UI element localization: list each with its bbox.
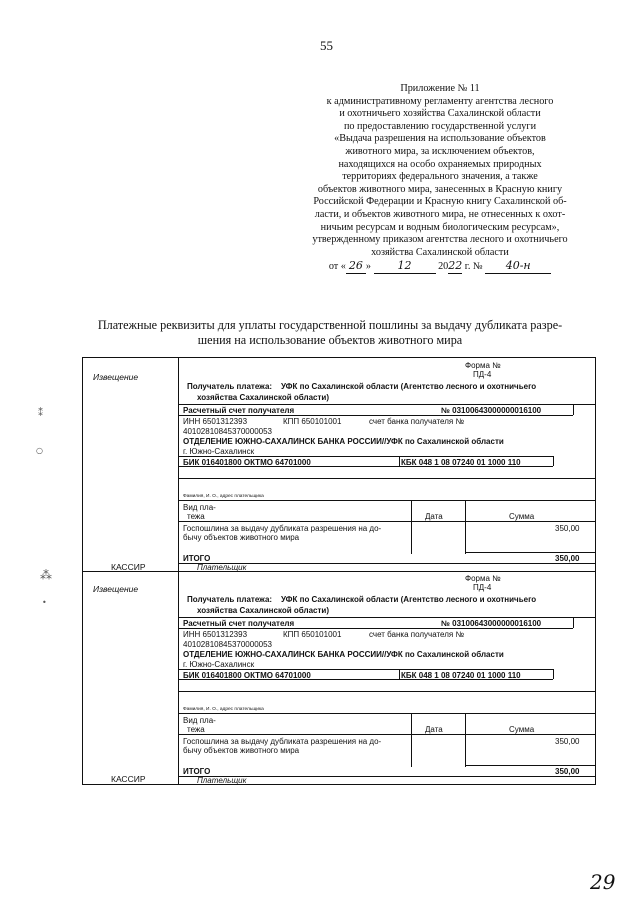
fee-description: Госпошлина за выдачу дубликата разрешения на до- [183, 737, 382, 746]
bank-name: ОТДЕЛЕНИЕ ЮЖНО-САХАЛИНСК БАНКА РОССИИ//УФК по Сахалинской области [183, 650, 504, 659]
fee-description: Госпошлина за выдачу дубликата разрешения на до- [183, 524, 382, 533]
year-prefix: 20 [438, 261, 449, 273]
payer-caption: Фамилия, И. О., адрес плательщика [183, 494, 264, 499]
form-code: ПД-4 [473, 583, 492, 592]
appendix-line: к административному регламенту агентства лесного [326, 95, 554, 107]
order-month: 12 [374, 260, 436, 274]
scan-speck: ⁂ [40, 568, 52, 582]
sum-header: Сумма [509, 512, 535, 521]
bik-oktmo: БИК 016401800 ОКТМО 64701000 [183, 671, 311, 680]
appendix-line: ничьим ресурсам и водным биологическим ресурсам», [320, 221, 560, 233]
page-number: 55 [320, 38, 333, 53]
bank-account-label: счет банка получателя № [369, 630, 465, 639]
bank-account: 40102810845370000053 [183, 427, 272, 436]
inn: ИНН 6501312393 [183, 630, 248, 639]
fee-amount: 350,00 [555, 524, 580, 533]
payment-type-header: тежа [187, 725, 205, 734]
sum-header: Сумма [509, 725, 535, 734]
handwritten-page-mark: 29 [590, 870, 616, 894]
appendix-line: ласти, и объектов животного мира, не отнесенных к охот- [314, 208, 566, 220]
total-amount: 350,00 [555, 554, 580, 563]
heading-line: шения на использование объектов животного мира [197, 333, 463, 347]
appendix-line: находящихся на особо охраняемых природных [338, 158, 542, 170]
bank-city: г. Южно-Сахалинск [183, 660, 255, 669]
payer-label: Плательщик [197, 563, 247, 572]
payment-type-header: Вид пла- [183, 503, 216, 512]
notice-label: Извещение [93, 372, 139, 382]
fee-description: бычу объектов животного мира [183, 533, 300, 542]
account-label: Расчетный счет получателя [183, 406, 295, 415]
scan-speck: ○ [36, 446, 43, 455]
bank-account: 40102810845370000053 [183, 640, 272, 649]
date-sep: » [365, 261, 371, 273]
date-header: Дата [425, 512, 443, 521]
appendix-line: объектов животного мира, занесенных в Красную книгу [317, 183, 563, 195]
notice-label: Извещение [93, 584, 139, 594]
heading-line: Платежные реквизиты для уплаты государственной пошлины за выдачу дубликата разре- [97, 318, 563, 332]
bank-name: ОТДЕЛЕНИЕ ЮЖНО-САХАЛИНСК БАНКА РОССИИ//УФК по Сахалинской области [183, 437, 504, 446]
recipient-line: УФК по Сахалинской области (Агентство лесного и охотничьего [281, 382, 537, 391]
fee-description: бычу объектов животного мира [183, 746, 300, 755]
cashier-label: КАССИР [111, 562, 146, 572]
account-value: № 03100643000000016100 [441, 406, 542, 415]
recipient-label: Получатель платежа: [187, 382, 273, 391]
account-label: Расчетный счет получателя [183, 619, 295, 628]
order-day: 26 [346, 260, 366, 274]
total-label: ИТОГО [183, 554, 211, 563]
form-number-label: Форма № [465, 361, 501, 370]
appendix-line: Российской Федерации и Красную книгу Сахалинской об- [313, 196, 567, 208]
bank-account-label: счет банка получателя № [369, 417, 465, 426]
appendix-line: Приложение № 11 [400, 83, 480, 94]
appendix-line: хозяйства Сахалинской области [371, 246, 509, 258]
kpp: КПП 650101001 [283, 630, 342, 639]
recipient-line: хозяйства Сахалинской области) [197, 606, 329, 615]
cashier-label: КАССИР [111, 774, 146, 784]
bik-oktmo: БИК 016401800 ОКТМО 64701000 [183, 458, 311, 467]
document-heading [80, 318, 580, 348]
scan-speck: • [42, 598, 47, 607]
payer-label: Плательщик [197, 776, 247, 785]
fee-amount: 350,00 [555, 737, 580, 746]
receipt-section [179, 571, 595, 784]
recipient-label: Получатель платежа: [187, 595, 273, 604]
order-date-line [290, 260, 590, 274]
appendix-line: по предоставлению государственной услуги [343, 120, 537, 132]
appendix-line: животного мира, за исключением объектов, [345, 145, 535, 157]
order-number: 40-н [485, 260, 551, 274]
notice-section [179, 358, 595, 571]
payer-caption: Фамилия, И. О., адрес плательщика [183, 707, 264, 712]
kbk: КБК 048 1 08 07240 01 1000 110 [401, 458, 521, 467]
inn: ИНН 6501312393 [183, 417, 248, 426]
total-amount: 350,00 [555, 767, 580, 776]
scan-speck: ⁑ [38, 408, 43, 419]
account-value: № 03100643000000016100 [441, 619, 542, 628]
appendix-line: «Выдача разрешения на использование объектов [334, 133, 546, 145]
recipient-line: хозяйства Сахалинской области) [197, 393, 329, 402]
number-prefix: г. № [464, 261, 483, 273]
payment-type-header: Вид пла- [183, 716, 216, 725]
payment-type-header: тежа [187, 512, 205, 521]
bank-city: г. Южно-Сахалинск [183, 447, 255, 456]
order-year: 22 [448, 259, 463, 273]
date-prefix: от « [328, 261, 346, 273]
total-label: ИТОГО [183, 767, 211, 776]
form-code: ПД-4 [473, 370, 492, 379]
payment-form [82, 357, 596, 785]
appendix-line: и охотничьего хозяйства Сахалинской области [339, 108, 541, 120]
appendix-block [290, 83, 590, 274]
recipient-line: УФК по Сахалинской области (Агентство лесного и охотничьего [281, 595, 537, 604]
kbk: КБК 048 1 08 07240 01 1000 110 [401, 671, 521, 680]
kpp: КПП 650101001 [283, 417, 342, 426]
appendix-line: утвержденному приказом агентства лесного и охотничьего [312, 234, 568, 246]
form-number-label: Форма № [465, 574, 501, 583]
appendix-line: территориях федерального значения, а также [342, 171, 538, 183]
date-header: Дата [425, 725, 443, 734]
